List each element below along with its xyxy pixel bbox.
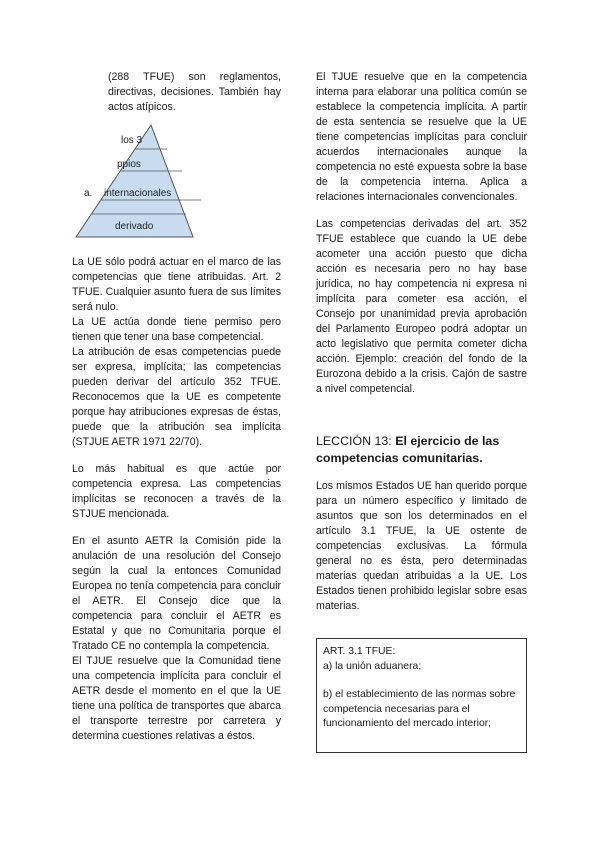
article-box-item-b: b) el establecimiento de las normas sobre competencia necesarias para el funcionamiento del mercado interior; [323, 689, 516, 729]
pyramid-diagram [72, 121, 202, 241]
paragraph-competencias-derivadas: Las competencias derivadas del art. 352 TFUE establece que cuando la UE debe acometer una acción puesto que dicha acción es necesaria pero no hay base jurídica, no hay competencia ni expresa ni implícita para cometer esa acción, el Consejo por unanimidad previa aprobación del Parlamento Europeo podrá adoptar un acto legislativo que permita cometer dicha acción. Ejemplo: creación del fondo de la Eurozona debido a la crisis. Cajón de sastre a nivel competencial. [316, 218, 527, 395]
article-box-item-a: a) la unión aduanera; [323, 660, 422, 672]
article-box-heading: ART. 3.1 TFUE: [323, 646, 396, 657]
right-column [316, 70, 527, 753]
paragraph-base-competencial: La UE actúa donde tiene permiso pero tienen que tener una base competencial. [72, 316, 281, 343]
pyramid-level-1: los 3 [121, 135, 143, 146]
paragraph-tjue-resuelve: El TJUE resuelve que la Comunidad tiene una competencia implícita para concluir el AETR desde el momento en el que la UE tiene una política de transportes que abarca el transporte terrestre por carretera y determina cuestiones relativas a éstos. [72, 655, 281, 742]
intro-text: (288 TFUE) son reglamentos, directivas, decisiones. También hay actos atípicos. [108, 71, 281, 113]
pyramid-side-label: a. [84, 188, 93, 199]
lesson-label: LECCIÓN 13: [316, 434, 392, 448]
paragraph-competencia-interna: El TJUE resuelve que en la competencia interna para elaborar una política común se establece la competencia implícita. A partir de esta sentencia se resuelve que la UE tiene competencias implícitas para concluir acuerdos internacionales aunque la competencia no esté expuesta sobre la base de la competencia interna. Aplica a relaciones internacionales convencionales. [316, 71, 527, 203]
paragraph-asunto-aetr: En el asunto AETR la Comisión pide la anulación de una resolución del Consejo según la cual la entonces Comunidad Europea no tenía competencia para concluir el AETR. El Consejo dice que la competencia para concluir el AETR es Estatal y que no Comunitaria porque el Tratado CE no contempla la competencia. [72, 535, 281, 652]
left-column [72, 70, 281, 744]
pyramid-level-2: ppios [117, 159, 141, 170]
paragraph-ue-actua-marco: La UE sólo podrá actuar en el marco de las competencias que tiene atribuidas. Art. 2 TFUE. Cualquier asunto fuera de sus límites será nulo. [72, 256, 281, 313]
lesson-title: El ejercicio de las competencias comunitarias. [316, 434, 500, 465]
paragraph-competencia-expresa: Lo más habitual es que actúe por competencia expresa. Las competencias implícitas se reconocen a través de la STJUE mencionada. [72, 463, 281, 520]
pyramid-level-3: internacionales [104, 188, 172, 199]
paragraph-atribucion: La atribución de esas competencias puede ser expresa, implícita; las competencias pueden derivar del artículo 352 TFUE. Reconocemos que la UE es competente porque hay atribuciones expresas de éstas, puede que la atribución sea implícita (STJUE AETR 1971 22/70). [72, 346, 281, 448]
lesson-heading [316, 433, 527, 467]
pyramid-level-4: derivado [115, 221, 154, 232]
article-box [316, 638, 527, 753]
paragraph-competencias-exclusivas: Los mismos Estados UE han querido porque para un número específico y limitado de asuntos que son los determinados en el artículo 3.1 TFUE, la UE ostente de competencias exclusivas. La fórmula general no es ésta, pero determinadas materias quedan atribuidas a la UE. Los Estados tienen prohibido legislar sobre esas materias. [316, 480, 527, 612]
